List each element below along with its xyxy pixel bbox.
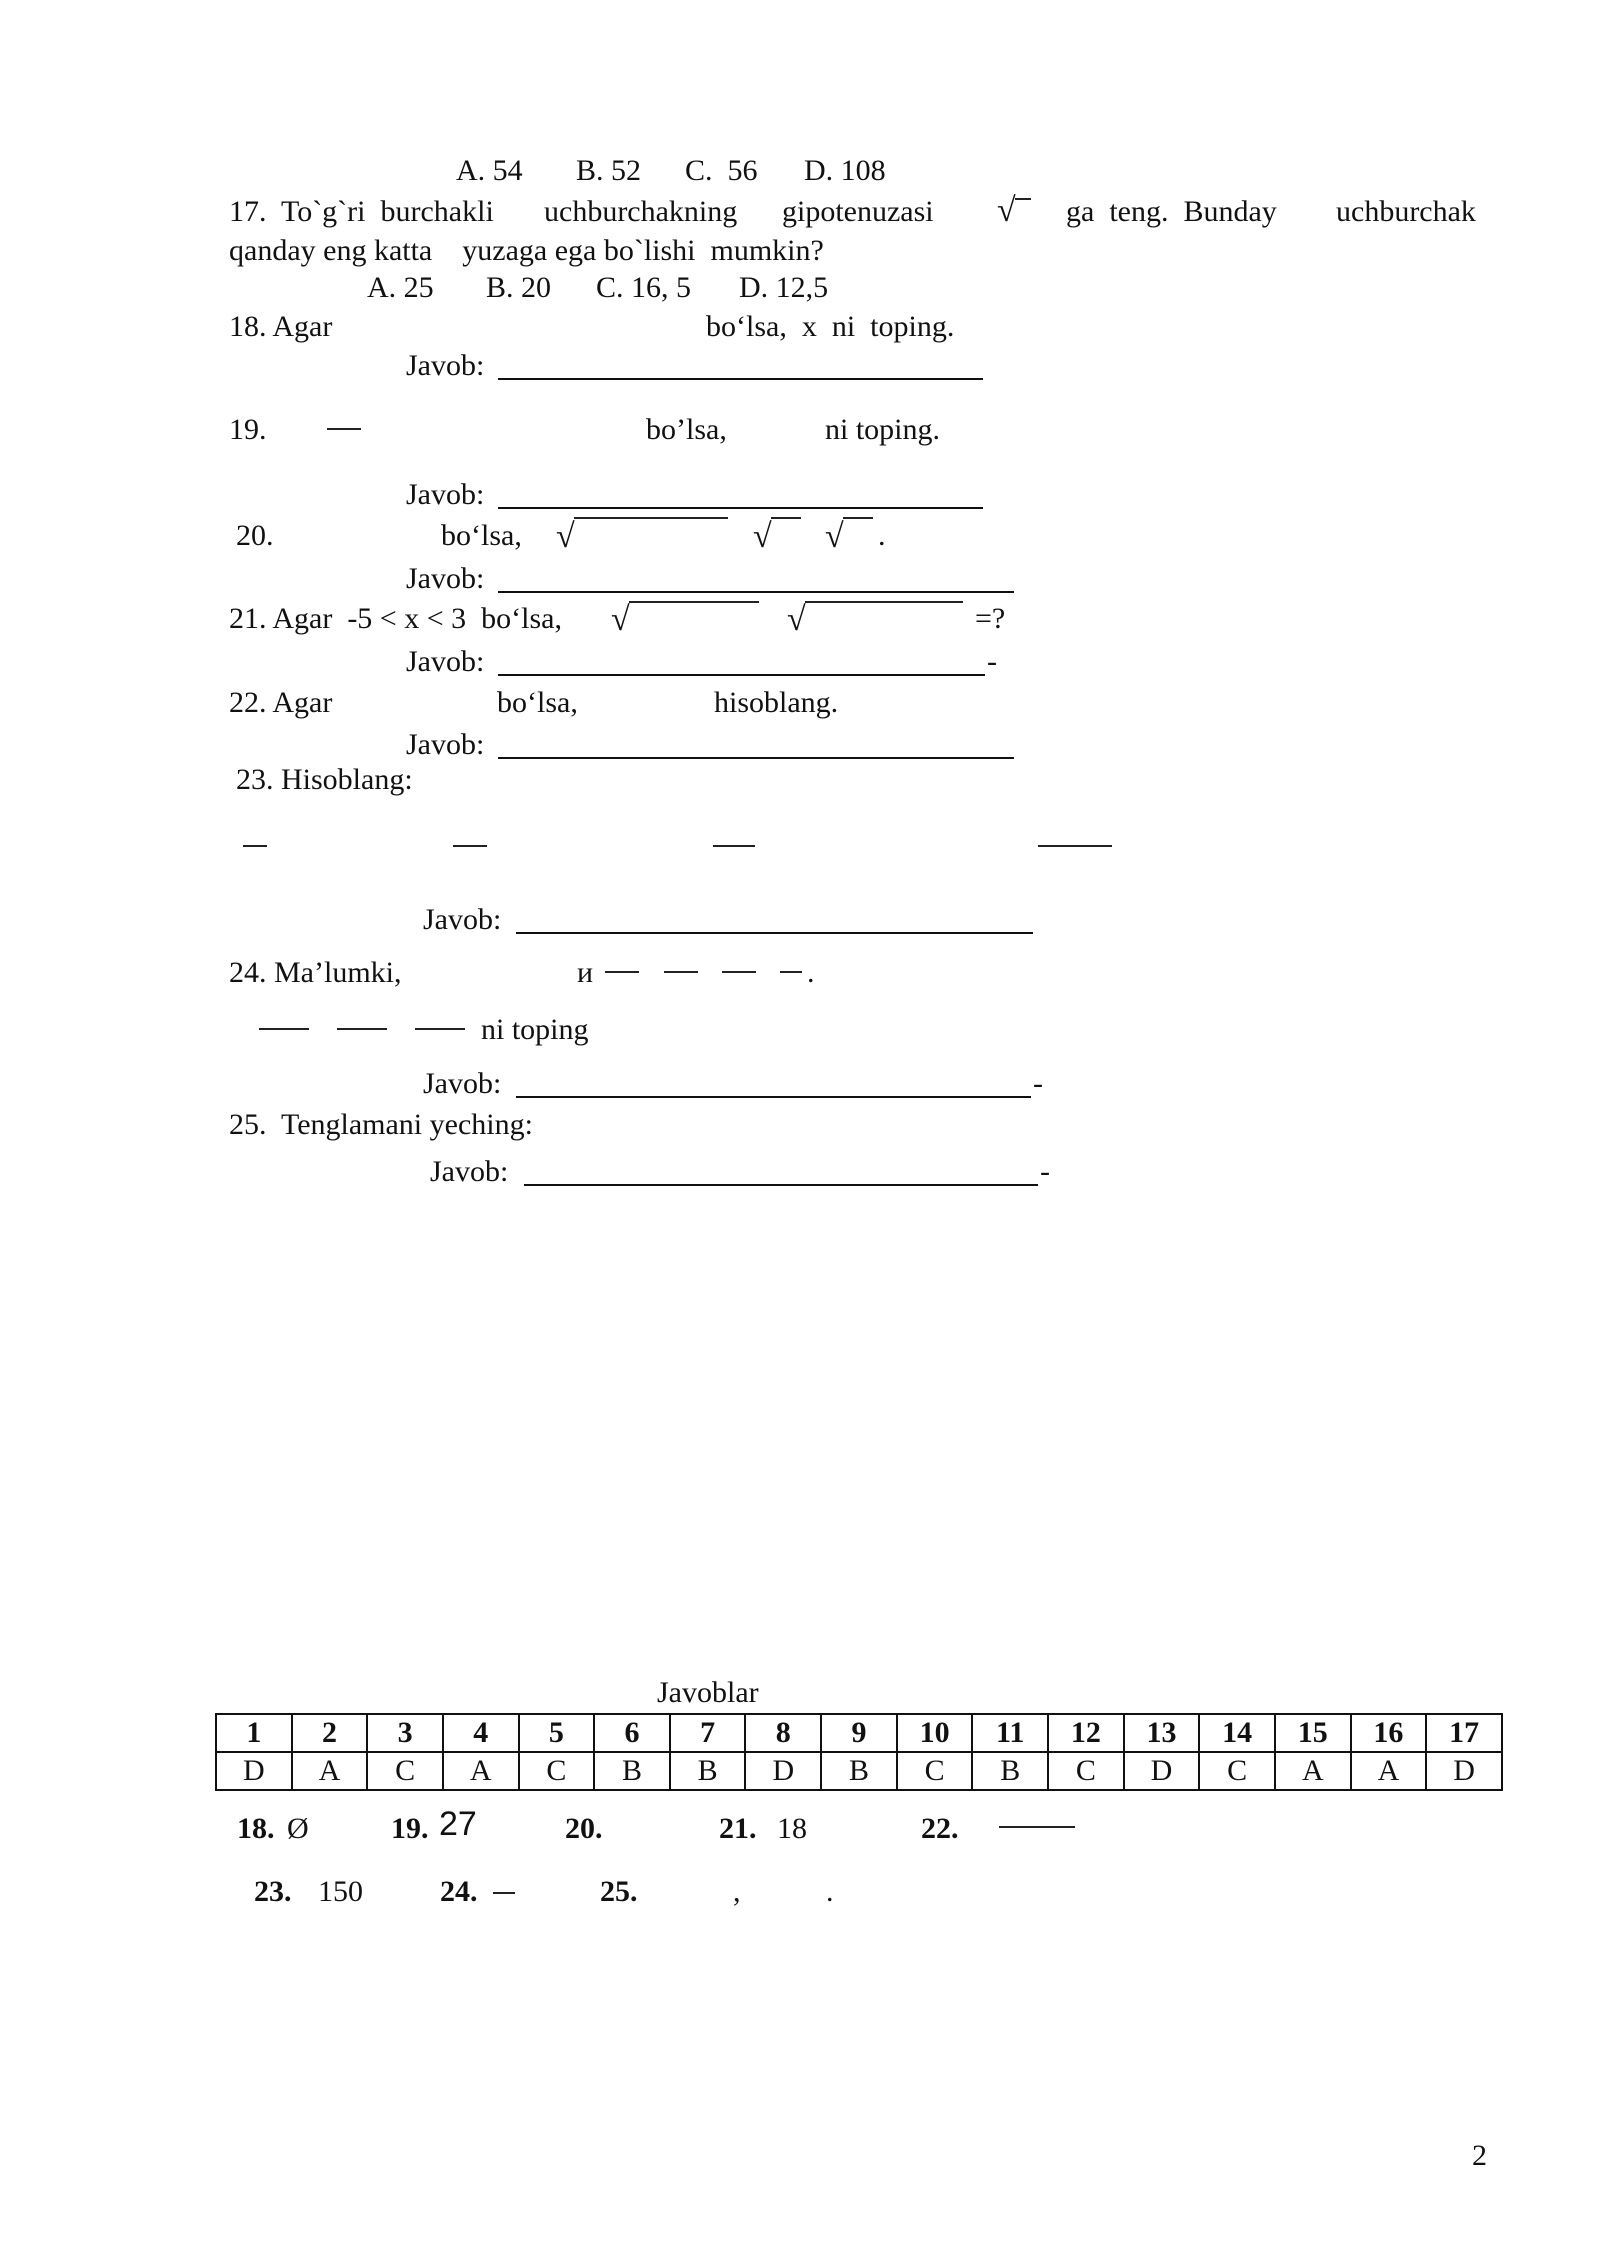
answer-19-label: 19. — [391, 1812, 429, 1845]
fraction-bar — [337, 1028, 387, 1030]
table-cell: D — [745, 1752, 821, 1790]
fraction-bar — [259, 1028, 309, 1030]
table-header-cell: 16 — [1351, 1714, 1427, 1752]
answer-18-value: Ø — [287, 1812, 309, 1845]
table-cell: D — [216, 1752, 292, 1790]
fraction-bar — [1038, 845, 1112, 847]
q17-text-line2: qanday eng katta yuzaga ega bo`lishi mumkin? — [229, 234, 824, 267]
table-header-cell: 8 — [745, 1714, 821, 1752]
sqrt-bar — [629, 601, 759, 603]
q24-javob-label: Javob: — [423, 1067, 502, 1100]
sqrt-bar — [805, 601, 963, 603]
sqrt-bar — [771, 517, 801, 519]
q22-text2: hisoblang. — [714, 686, 839, 719]
fraction-bar — [243, 845, 267, 847]
answer-23-value: 150 — [318, 1875, 363, 1908]
q20-text: bo‘lsa, — [441, 519, 522, 552]
fraction-bar — [327, 428, 361, 430]
table-header-cell: 3 — [367, 1714, 443, 1752]
q19-text2: ni toping. — [825, 413, 941, 446]
q25-number: 25. Tenglamani yeching: — [229, 1108, 533, 1141]
table-header-cell: 4 — [443, 1714, 519, 1752]
q16-option-a: A. 54 — [456, 154, 523, 187]
answer-21-label: 21. — [719, 1812, 757, 1845]
table-cell: C — [1199, 1752, 1275, 1790]
q24-answer-blank — [516, 1096, 1031, 1098]
table-cell: D — [1426, 1752, 1502, 1790]
answer-18-label: 18. — [237, 1812, 275, 1845]
q25-answer-blank — [524, 1184, 1038, 1186]
table-cell: C — [1048, 1752, 1124, 1790]
q22-number: 22. Agar — [229, 686, 333, 719]
answer-25-label: 25. — [600, 1875, 638, 1908]
q20-number: 20. — [236, 519, 274, 552]
table-cell: A — [1275, 1752, 1351, 1790]
q21-answer-blank — [498, 674, 985, 676]
table-header-cell: 17 — [1426, 1714, 1502, 1752]
sqrt-bar — [1015, 198, 1031, 200]
q16-option-b: B. 52 — [576, 154, 642, 187]
page-number: 2 — [1472, 2139, 1487, 2172]
q20-javob-label: Javob: — [406, 562, 485, 595]
table-header-cell: 13 — [1124, 1714, 1200, 1752]
fraction-bar — [453, 845, 487, 847]
fraction-bar — [722, 971, 756, 973]
table-header-cell: 6 — [594, 1714, 670, 1752]
sqrt-symbol: √ — [997, 192, 1016, 229]
table-cell: B — [594, 1752, 670, 1790]
q25-javob-label: Javob: — [430, 1155, 509, 1188]
q18-text: bo‘lsa, x ni toping. — [706, 310, 955, 343]
answer-24-label: 24. — [440, 1875, 478, 1908]
q19-answer-blank — [498, 507, 983, 509]
q17-text-part5: uchburchak — [1336, 195, 1476, 228]
table-header-cell: 10 — [897, 1714, 973, 1752]
q21-dash: - — [987, 645, 997, 678]
q21-javob-label: Javob: — [406, 645, 485, 678]
q17-text-part4: ga teng. Bunday — [1066, 195, 1277, 228]
answers-table — [215, 1713, 1503, 1791]
table-header-cell: 5 — [519, 1714, 595, 1752]
fraction-bar — [664, 971, 698, 973]
q17-option-a: A. 25 — [367, 271, 434, 304]
table-cell: A — [443, 1752, 519, 1790]
table-header-cell: 15 — [1275, 1714, 1351, 1752]
answer-21-value: 18 — [777, 1812, 807, 1845]
sqrt-symbol: √ — [556, 518, 575, 555]
sqrt-bar — [843, 517, 873, 519]
q20-end: . — [878, 519, 886, 552]
table-header-cell: 14 — [1199, 1714, 1275, 1752]
q24-text2: ni toping — [481, 1013, 589, 1046]
sqrt-symbol: √ — [825, 518, 844, 555]
q16-option-d: D. 108 — [804, 154, 886, 187]
sqrt-symbol: √ — [787, 601, 806, 638]
fraction-bar — [605, 971, 639, 973]
answer-22-label: 22. — [921, 1812, 959, 1845]
q17-option-d: D. 12,5 — [739, 271, 829, 304]
q21-text: 21. Agar -5 < x < 3 bo‘lsa, — [229, 602, 562, 635]
answers-title: Javoblar — [657, 1676, 759, 1709]
q24-dash: - — [1033, 1067, 1043, 1100]
q22-javob-label: Javob: — [406, 728, 485, 761]
answer-25-comma: , — [733, 1875, 741, 1908]
q19-javob-label: Javob: — [406, 478, 485, 511]
sqrt-symbol: √ — [611, 601, 630, 638]
q25-dash: - — [1040, 1155, 1050, 1188]
table-header-cell: 1 — [216, 1714, 292, 1752]
fraction-bar — [415, 1028, 465, 1030]
table-cell: B — [670, 1752, 746, 1790]
sqrt-bar — [574, 517, 728, 519]
table-cell: C — [519, 1752, 595, 1790]
table-header-cell: 12 — [1048, 1714, 1124, 1752]
q24-end: . — [807, 956, 815, 989]
q18-number: 18. Agar — [229, 310, 333, 343]
q22-text1: bo‘lsa, — [497, 686, 578, 719]
fraction-bar — [999, 1826, 1075, 1828]
q17-option-b: B. 20 — [486, 271, 552, 304]
table-header-cell: 2 — [292, 1714, 368, 1752]
q24-number: 24. Ma’lumki, — [229, 956, 402, 989]
q18-javob-label: Javob: — [406, 349, 485, 382]
answers-header-row — [216, 1714, 1502, 1752]
q19-number: 19. — [229, 413, 267, 446]
q16-option-c: C. 56 — [685, 154, 758, 187]
table-cell: C — [367, 1752, 443, 1790]
q23-javob-label: Javob: — [423, 903, 502, 936]
table-cell: A — [1351, 1752, 1427, 1790]
answers-value-row — [216, 1752, 1502, 1790]
table-cell: A — [292, 1752, 368, 1790]
fraction-bar — [493, 1892, 515, 1894]
fraction-bar — [780, 971, 802, 973]
answer-25-period: . — [826, 1875, 834, 1908]
table-cell: B — [972, 1752, 1048, 1790]
q23-answer-blank — [516, 932, 1033, 934]
q24-letter: и — [577, 956, 594, 989]
q21-end: =? — [975, 602, 1006, 635]
q17-text-part3: gipotenuzasi — [782, 195, 934, 228]
fraction-bar — [713, 845, 755, 847]
q20-answer-blank — [498, 591, 1014, 593]
answer-20-label: 20. — [565, 1812, 603, 1845]
q22-answer-blank — [498, 757, 1014, 759]
table-cell: C — [897, 1752, 973, 1790]
table-header-cell: 9 — [821, 1714, 897, 1752]
answer-23-label: 23. — [254, 1875, 292, 1908]
answer-19-value: 27 — [439, 1805, 477, 1843]
sqrt-symbol: √ — [753, 518, 772, 555]
q18-answer-blank — [498, 378, 983, 380]
q17-text-part2: uchburchakning — [544, 195, 738, 228]
q19-text1: bo’lsa, — [646, 413, 727, 446]
q17-option-c: C. 16, 5 — [596, 271, 692, 304]
table-header-cell: 7 — [670, 1714, 746, 1752]
table-cell: B — [821, 1752, 897, 1790]
q17-text-part1: 17. To`g`ri burchakli — [229, 195, 494, 228]
table-cell: D — [1124, 1752, 1200, 1790]
table-header-cell: 11 — [972, 1714, 1048, 1752]
q23-number: 23. Hisoblang: — [236, 763, 413, 796]
